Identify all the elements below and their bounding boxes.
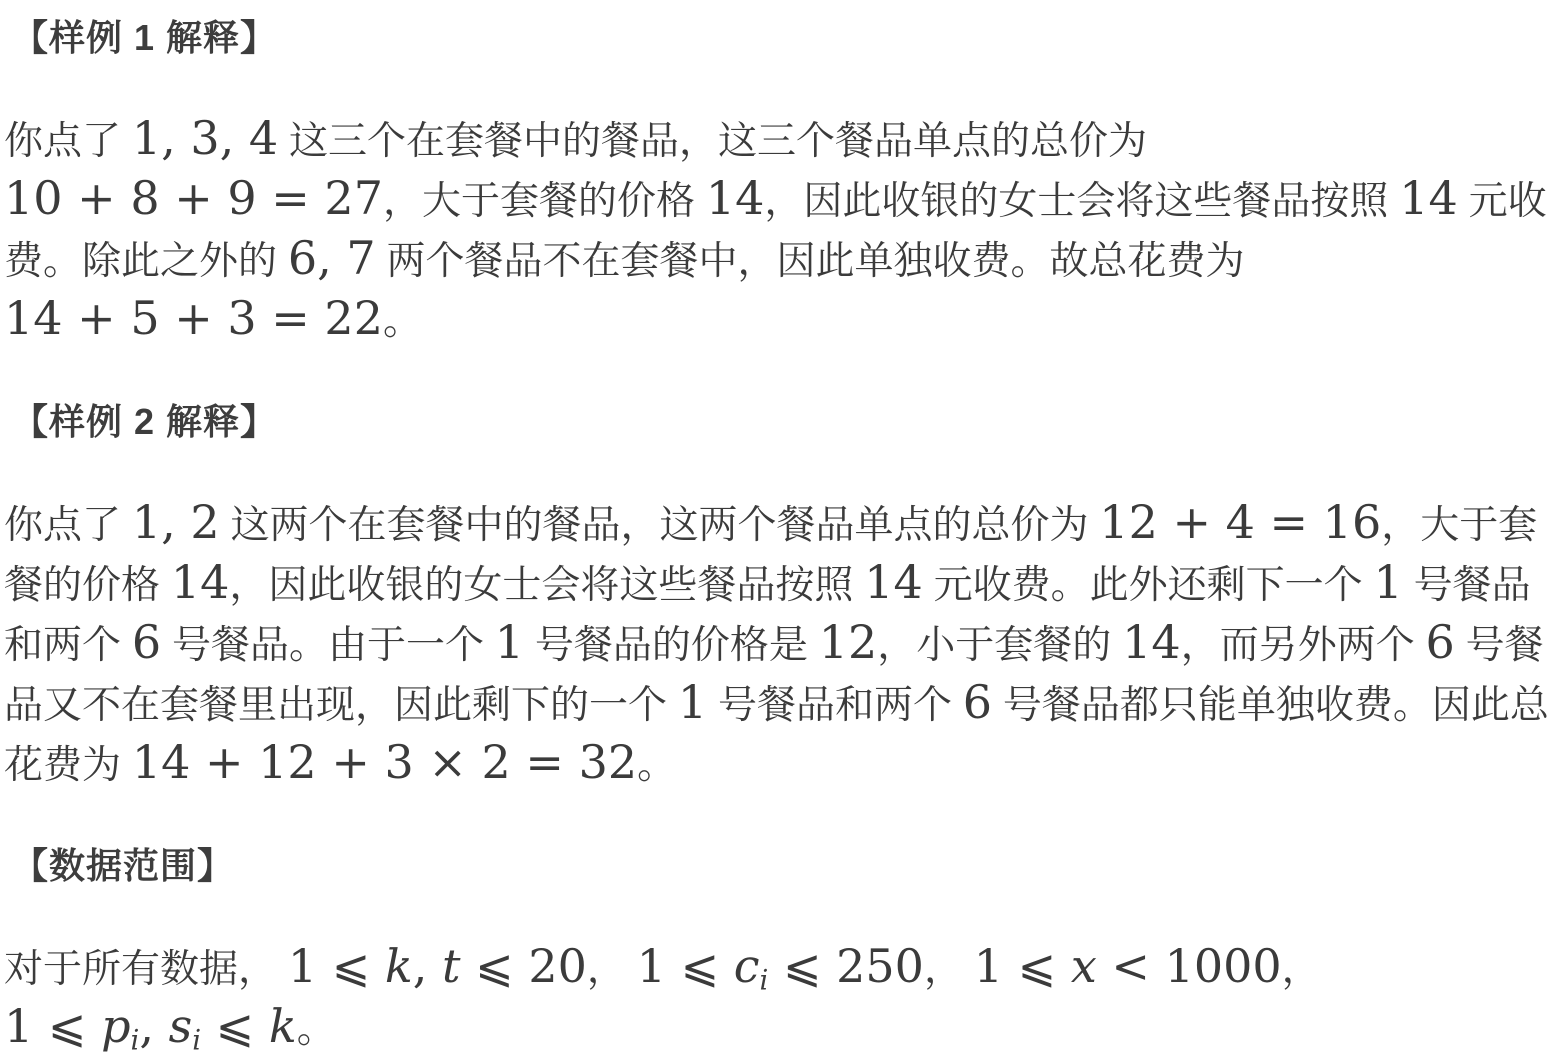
math-run: 1 xyxy=(494,615,525,669)
math-run: 14 + 12 + 3 × 2 = 32 xyxy=(131,735,638,789)
text-run: 号餐品和两个 xyxy=(4,564,1531,667)
math-run: 1 xyxy=(677,675,708,729)
math-run: 6 xyxy=(1425,615,1455,669)
text-run: ， xyxy=(1281,948,1321,991)
math-run: 1, 3, 4 xyxy=(131,111,279,165)
text-run: 这两个在套餐中的餐品，这两个餐品单点的总价为 xyxy=(219,504,1100,547)
math-run: 6 xyxy=(131,615,162,669)
math-run: 14 + 5 + 3 = 22 xyxy=(4,291,383,345)
text-run: ，因此收银的女士会将这些餐品按照 xyxy=(764,180,1400,223)
text-run: 这三个在套餐中的餐品，这三个餐品单点的总价为 xyxy=(278,120,1147,163)
text-run: 号餐品又不在套餐里出现，因此剩下的一个 xyxy=(4,624,1544,727)
text-run: 你点了 xyxy=(4,120,132,163)
section-heading-1: 【样例 1 解释】 xyxy=(12,17,278,58)
text-run: ， xyxy=(586,948,637,991)
text-run: 。 xyxy=(382,300,422,343)
text-run: 你点了 xyxy=(4,504,132,547)
math-run: 14 xyxy=(170,555,230,609)
paragraph xyxy=(4,112,1557,352)
text-run: ，而另外两个 xyxy=(1180,624,1426,667)
math-run: 14 xyxy=(1122,615,1181,669)
text-run: 元收费。除此之外的 xyxy=(4,180,1547,283)
math-run: 14 xyxy=(1399,171,1458,225)
math-run: 6, 7 xyxy=(287,231,376,285)
text-run: 两个餐品不在套餐中，因此单独收费。故总花费为 xyxy=(375,240,1245,283)
text-run: ， xyxy=(923,948,974,991)
math-run: 1 xyxy=(1373,555,1403,609)
math-run: 14 xyxy=(864,555,923,609)
math-run: 10 + 8 + 9 = 27 xyxy=(4,171,383,225)
math-run: 12 xyxy=(818,615,878,669)
text-run: ，大于套餐的价格 xyxy=(382,180,706,223)
text-run: 号餐品。由于一个 xyxy=(161,624,495,667)
paragraph xyxy=(4,940,1557,1060)
math-run: 1 ⩽ $p_i$, $s_i$ ⩽ k xyxy=(4,999,297,1057)
text-run: 。 xyxy=(296,1008,336,1051)
text-run: 对于所有数据， xyxy=(4,948,288,991)
text-run: ，小于套餐的 xyxy=(877,624,1123,667)
math-run: 6 xyxy=(962,675,993,729)
text-run: 。 xyxy=(637,744,677,787)
text-run: 号餐品都只能单独收费。因此总花费为 xyxy=(4,684,1549,787)
math-run: 1 ⩽ $c_i$ ⩽ 250 xyxy=(636,939,924,997)
math-run: 1, 2 xyxy=(131,495,220,549)
math-run: 1 ⩽ x < 1000 xyxy=(973,939,1282,993)
text-run: ，因此收银的女士会将这些餐品按照 xyxy=(229,564,865,607)
text-run: 元收费。此外还剩下一个 xyxy=(922,564,1374,607)
paragraph xyxy=(4,496,1557,796)
text-run: ，大于套餐的价格 xyxy=(4,504,1538,607)
section-heading-3: 【数据范围】 xyxy=(12,845,235,886)
text-run: 号餐品和两个 xyxy=(707,684,963,727)
math-run: 1 ⩽ k, t ⩽ 20 xyxy=(287,939,587,993)
section-heading-2: 【样例 2 解释】 xyxy=(12,401,278,442)
math-run: 12 + 4 = 16 xyxy=(1099,495,1382,549)
math-run: 14 xyxy=(705,171,765,225)
text-run: 号餐品的价格是 xyxy=(524,624,819,667)
